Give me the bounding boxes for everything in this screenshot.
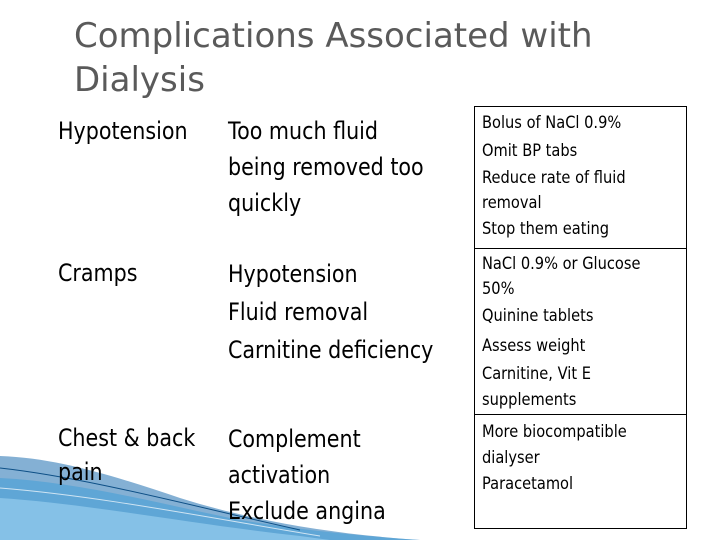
- treatment-text: 50%: [482, 279, 515, 299]
- treatment-text: Paracetamol: [482, 474, 574, 494]
- treatment-text: Assess weight: [482, 336, 586, 356]
- cause-text: Complement: [228, 424, 361, 453]
- cause-text: Exclude angina: [228, 496, 386, 525]
- cause-text: quickly: [228, 188, 302, 217]
- treatment-text: Bolus of NaCl 0.9%: [482, 113, 622, 133]
- treatment-text: Reduce rate of fluid: [482, 168, 626, 188]
- cause-cell: [228, 107, 475, 249]
- treatment-text: Omit BP tabs: [482, 141, 578, 161]
- table-row: [58, 107, 687, 249]
- treatment-cell: [475, 107, 687, 249]
- treatment-text: removal: [482, 193, 542, 213]
- complication-text: pain: [58, 457, 103, 486]
- table-row: [58, 415, 687, 529]
- cause-cell: [228, 249, 475, 415]
- title-line-2: Dialysis: [74, 60, 205, 100]
- cause-text: Hypotension: [228, 259, 358, 288]
- page-title: [74, 14, 694, 102]
- cause-text: Too much fluid: [228, 116, 379, 145]
- complication-text: Cramps: [58, 258, 138, 287]
- treatment-cell: [475, 249, 687, 415]
- cause-text: being removed too: [228, 152, 424, 181]
- complication-text: Chest & back: [58, 423, 196, 452]
- treatment-text: supplements: [482, 390, 577, 410]
- treatment-cell: [475, 415, 687, 529]
- cause-text: activation: [228, 460, 331, 489]
- treatment-text: Stop them eating: [482, 219, 610, 239]
- treatment-text: Quinine tablets: [482, 306, 594, 326]
- cause-text: Fluid removal: [228, 297, 369, 326]
- table-row: [58, 249, 687, 415]
- cause-cell: [228, 415, 475, 529]
- complication-text: Hypotension: [58, 116, 188, 145]
- complication-cell: [58, 415, 228, 529]
- treatment-text: Carnitine, Vit E: [482, 364, 591, 384]
- complications-table: [58, 106, 687, 529]
- complication-cell: [58, 107, 228, 249]
- cause-text: Carnitine deficiency: [228, 335, 434, 364]
- treatment-text: More biocompatible: [482, 422, 627, 442]
- treatment-text: dialyser: [482, 448, 540, 468]
- title-line-1: Complications Associated with: [74, 16, 593, 56]
- complication-cell: [58, 249, 228, 415]
- treatment-text: NaCl 0.9% or Glucose: [482, 254, 641, 274]
